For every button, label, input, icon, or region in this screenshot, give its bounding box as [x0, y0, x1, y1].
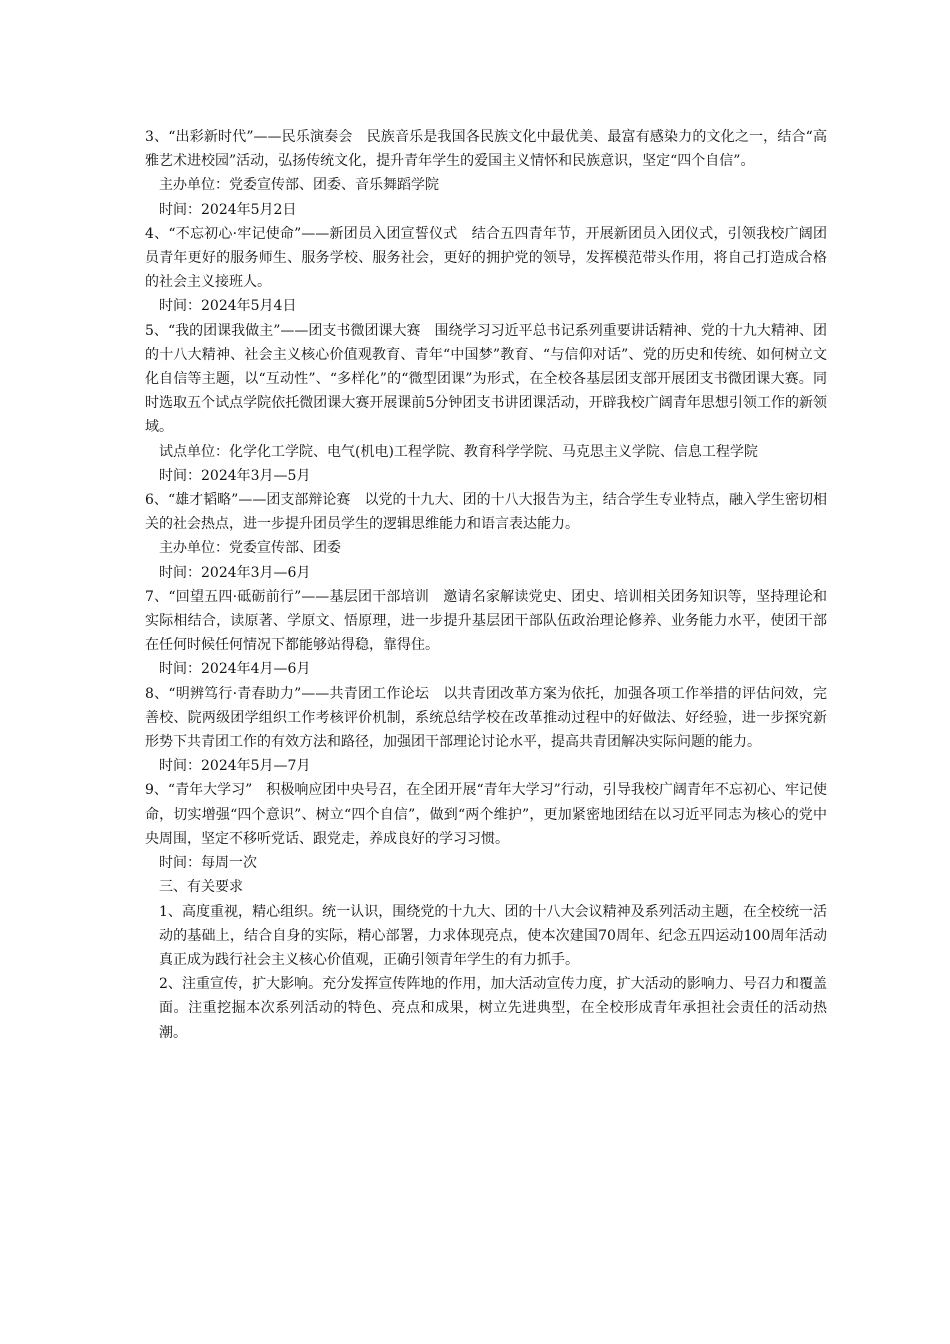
item-8-time: 时间：2024年5月—7月	[159, 758, 311, 775]
item-7-paragraph: 7、“回望五四·砥砺前行”——基层团干部培训 邀请名家解读党史、团史、培训相关团务知识等，坚持理论和实际相结合，读原著、学原文、悟原理，进一步提升基层团干部队伍政治理论修养、业务能力水平，使团干部在任何时候任何情况下都能够站得稳，靠得住。	[145, 588, 827, 654]
item-7-time: 时间：2024年4月—6月	[159, 661, 311, 678]
item-4-paragraph: 4、“不忘初心·牢记使命”——新团员入团宣誓仪式 结合五四青年节，开展新团员入团仪式，引领我校广阔团员青年更好的服务师生、服务学校、服务社会，更好的拥护党的领导，发挥模范带头作用，将自己打造成合格的社会主义接班人。	[145, 225, 827, 291]
item-9-paragraph: 9、“青年大学习” 积极响应团中央号召，在全团开展“青年大学习”行动，引导我校广阔青年不忘初心、牢记使命，切实增强“四个意识”、树立“四个自信”，做到“两个维护”，更加紧密地团结在以习近平同志为核心的党中央周围，坚定不移听党话、跟党走，养成良好的学习习惯。	[145, 782, 827, 847]
item-3-organizer: 主办单位：党委宣传部、团委、音乐舞蹈学院	[159, 177, 439, 194]
item-5-paragraph: 5、“我的团课我做主”——团支书微团课大赛 围绕学习习近平总书记系列重要讲话精神、党的十九大精神、团的十八大精神、社会主义核心价值观教育、青年“中国梦”教育、“与信仰对话”、党的历史和传统、如何树立文化自信等主题，以“互动性”、“多样化”的“微型团课”为形式，在全校各基层团支部开展团支书微团课大赛。同时选取五个试点学院依托微团课大赛开展课前5分钟团支书讲团课活动，开辟我校广阔青年思想引领工作的新领域。	[145, 322, 827, 436]
item-5-pilot-units: 试点单位：化学化工学院、电气(机电)工程学院、教育科学学院、马克思主义学院、信息工程学院	[159, 443, 758, 460]
requirement-2: 2、注重宣传，扩大影响。充分发挥宣传阵地的作用，加大活动宣传力度，扩大活动的影响力、号召力和覆盖面。注重挖掘本次系列活动的特色、亮点和成果，树立先进典型，在全校形成青年承担社会责任的活动热潮。	[159, 976, 827, 1041]
item-5-time: 时间：2024年3月—5月	[159, 467, 311, 484]
requirement-1: 1、高度重视，精心组织。统一认识，围绕党的十九大、团的十八大会议精神及系列活动主题，在全校统一活动的基础上，结合自身的实际，精心部署，力求体现亮点，使本次建国70周年、纪念五四运动100周年活动真正成为践行社会主义核心价值观，正确引领青年学生的有力抓手。	[159, 903, 827, 968]
section-heading-requirements: 三、有关要求	[159, 879, 243, 896]
item-4-time: 时间：2024年5月4日	[159, 298, 297, 315]
item-6-time: 时间：2024年3月—6月	[159, 564, 311, 581]
item-6-paragraph: 6、“雄才韬略”——团支部辩论赛 以党的十九大、团的十八大报告为主，结合学生专业特点，融入学生密切相关的社会热点，进一步提升团员学生的逻辑思维能力和语言表达能力。	[145, 492, 827, 533]
item-6-organizer: 主办单位：党委宣传部、团委	[159, 540, 341, 557]
item-3-time: 时间：2024年5月2日	[159, 201, 297, 218]
document-body	[145, 125, 827, 1045]
item-8-paragraph: 8、“明辨笃行·青春助力”——共青团工作论坛 以共青团改革方案为依托，加强各项工作举措的评估问效，完善校、院两级团学组织工作考核评价机制，系统总结学校在改革推动过程中的好做法、好经验，进一步探究新形势下共青团工作的有效方法和路径，加强团干部理论讨论水平，提高共青团解决实际问题的能力。	[145, 685, 827, 751]
item-9-time: 时间：每周一次	[159, 855, 257, 872]
item-3-paragraph: 3、“出彩新时代”——民乐演奏会 民族音乐是我国各民族文化中最优美、最富有感染力的文化之一，结合“高雅艺术进校园”活动，弘扬传统文化，提升青年学生的爱国主义情怀和民族意识，坚定“四个自信”。	[145, 129, 827, 170]
